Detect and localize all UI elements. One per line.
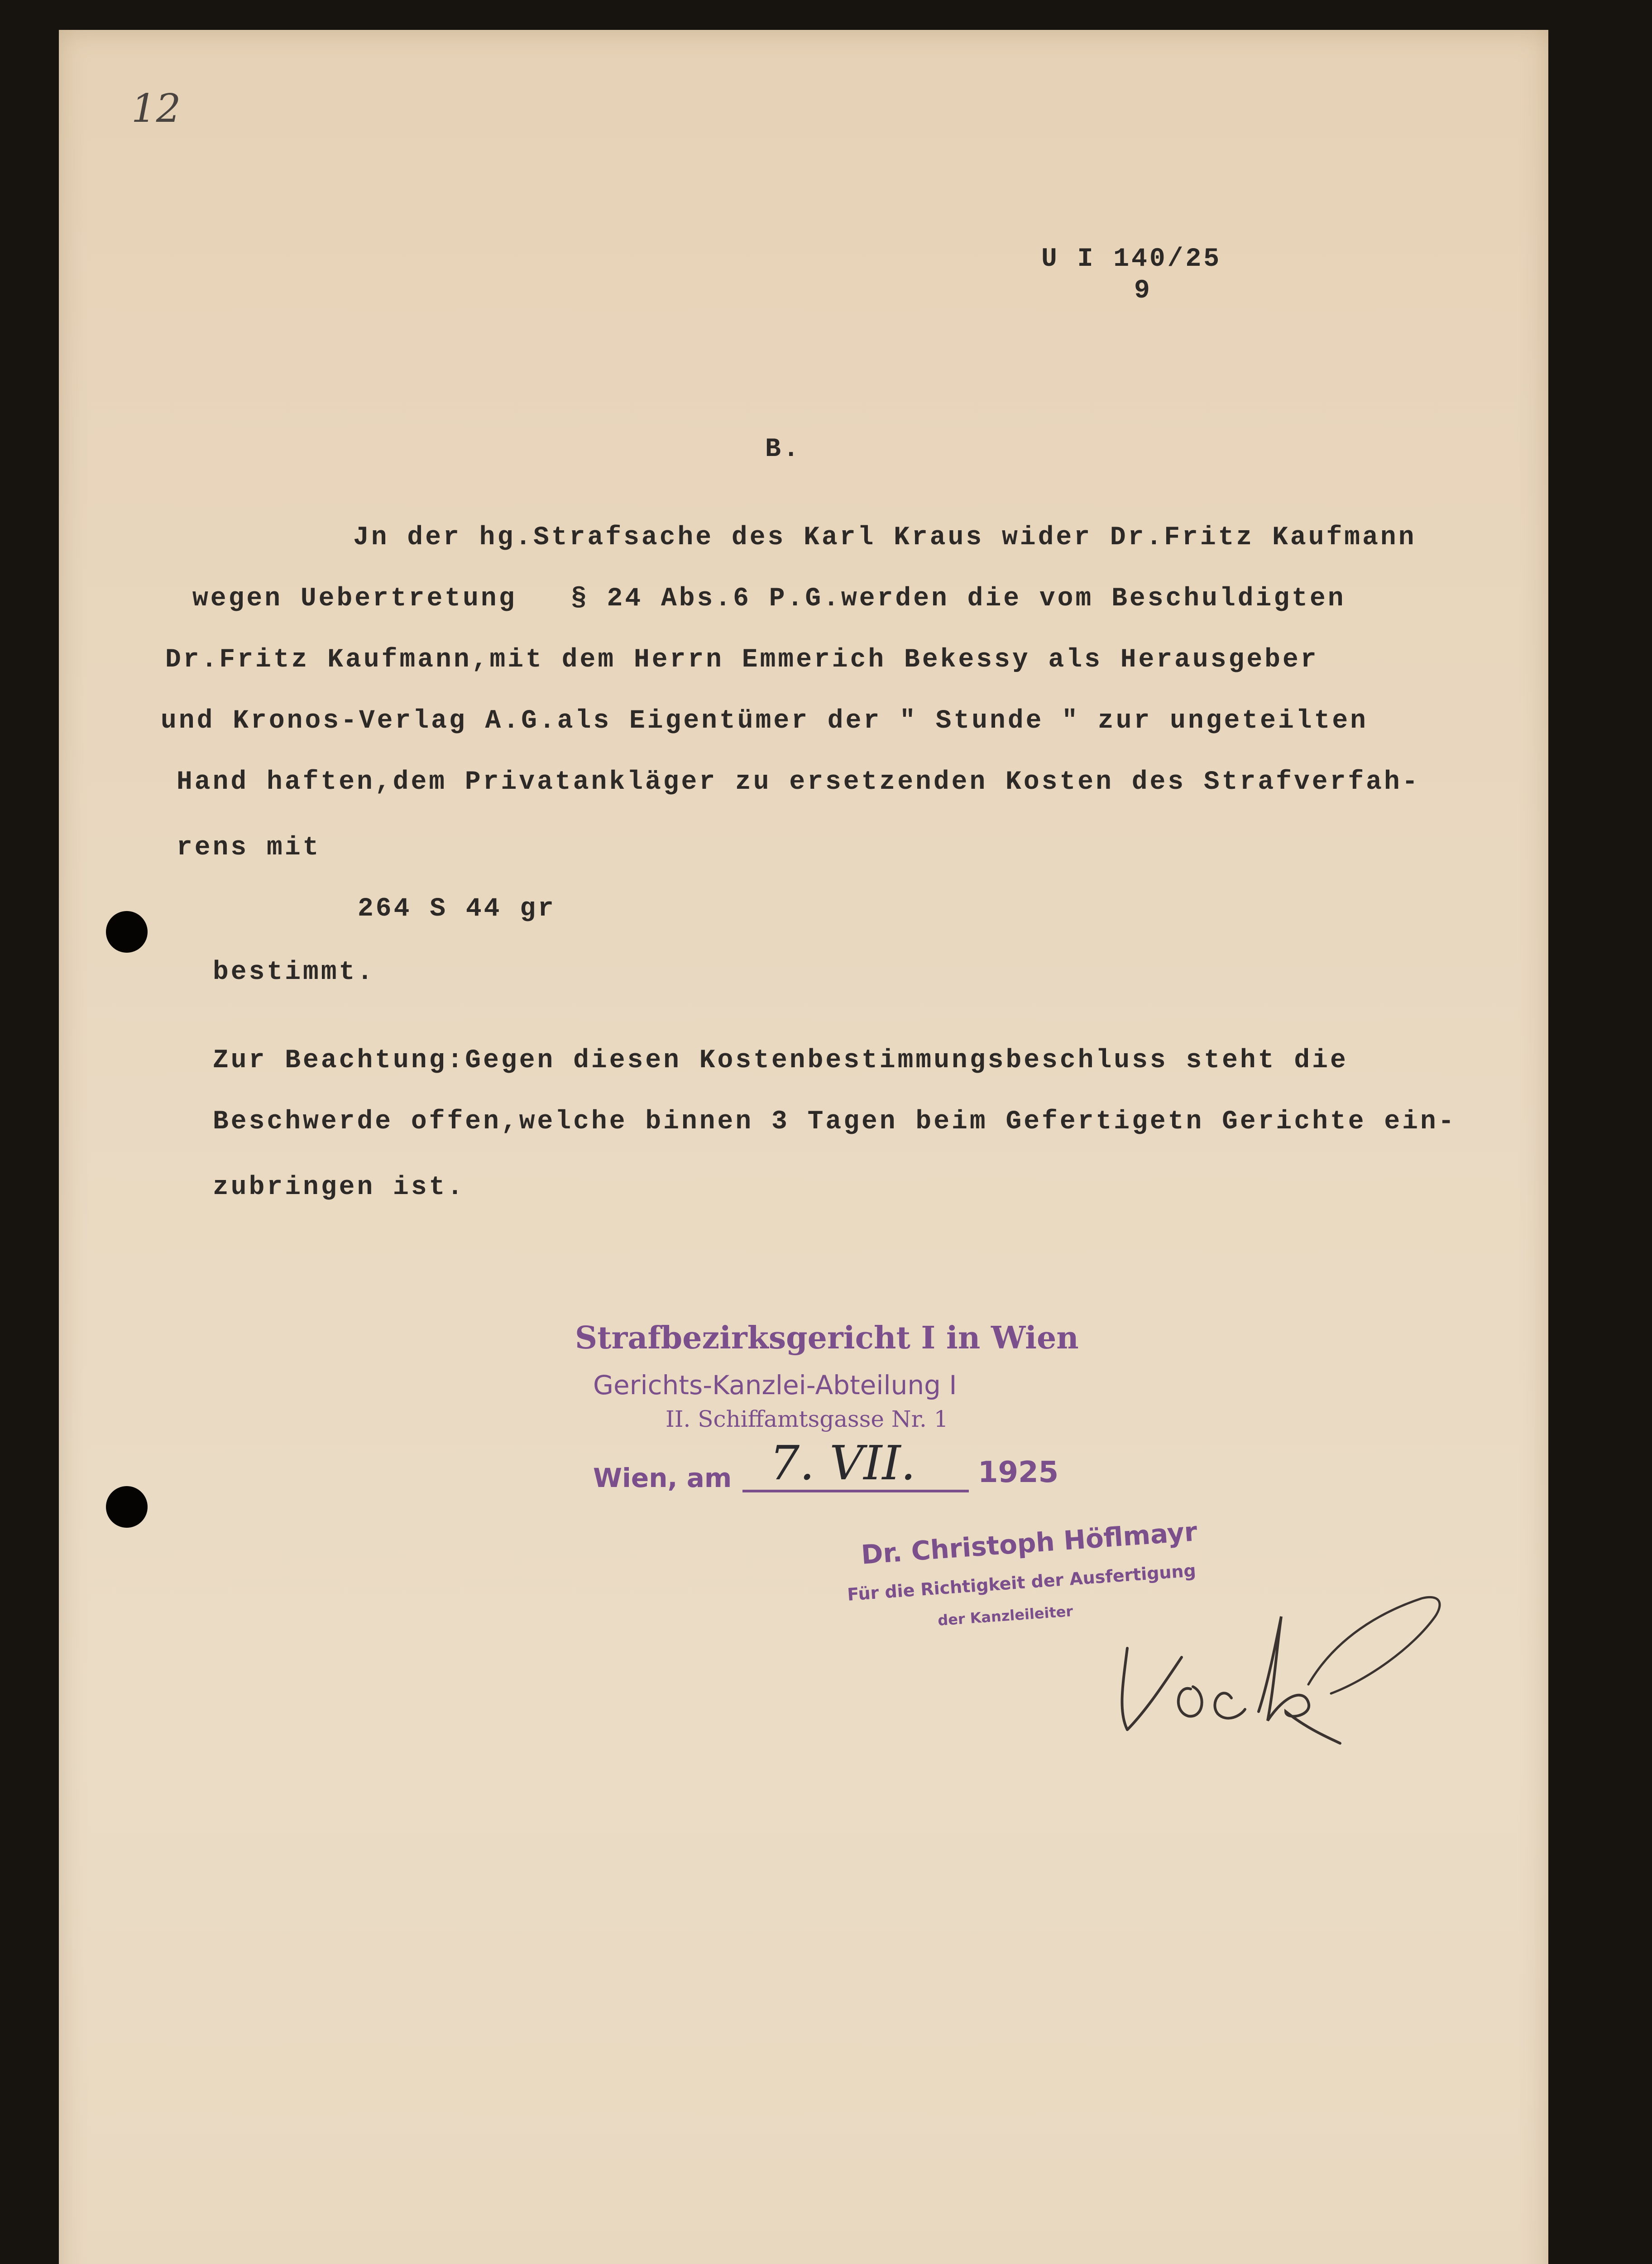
court-stamp-date-prefix: Wien, am	[593, 1463, 732, 1493]
document-heading: B.	[765, 435, 801, 464]
file-reference-sub: 9	[1134, 276, 1152, 306]
court-stamp-address: II. Schiffamtsgasse Nr. 1	[666, 1406, 948, 1432]
determined-text: bestimmt.	[213, 958, 375, 987]
official-stamp-line3: der Kanzleileiter	[937, 1602, 1074, 1629]
body-line-5: Hand haften,dem Privatankläger zu ersetzenden Kosten des Strafverfah-	[177, 767, 1420, 797]
body-line-1: Jn der hg.Strafsache des Karl Kraus wider Dr.Fritz Kaufmann	[353, 523, 1417, 552]
punch-hole-bottom	[106, 1486, 148, 1528]
punch-hole-top	[106, 911, 148, 953]
official-stamp-line2: Für die Richtigkeit der Ausfertigung	[847, 1560, 1197, 1605]
notice-line-3: zubringen ist.	[213, 1173, 465, 1202]
notice-line-2: Beschwerde offen,welche binnen 3 Tagen beim Gefertigetn Gerichte ein-	[213, 1107, 1456, 1137]
body-line-4: und Kronos-Verlag A.G.als Eigentümer der " Stunde " zur ungeteilten	[161, 706, 1368, 736]
body-line-6: rens mit	[177, 833, 321, 863]
court-stamp-office: Gerichts-Kanzlei-Abteilung I	[593, 1370, 957, 1401]
court-stamp-name: Strafbezirksgericht I in Wien	[575, 1320, 1079, 1356]
document-page	[59, 30, 1548, 2264]
cost-amount: 264 S 44 gr	[358, 894, 556, 924]
page-number: 12	[131, 86, 181, 131]
notice-line-1: Zur Beachtung:Gegen diesen Kostenbestimmungsbeschluss steht die	[213, 1046, 1348, 1075]
body-line-3: Dr.Fritz Kaufmann,mit dem Herrn Emmerich Bekessy als Herausgeber	[165, 645, 1319, 675]
body-line-2: wegen Uebertretung § 24 Abs.6 P.G.werden die vom Beschuldigten	[192, 584, 1346, 614]
file-reference-number: U I 140/25	[1041, 245, 1222, 274]
court-stamp-date-handwritten: 7. VII.	[770, 1435, 916, 1491]
court-stamp-year: 1925	[978, 1456, 1059, 1489]
signature	[1096, 1549, 1449, 1757]
official-stamp-name: Dr. Christoph Höflmayr	[860, 1516, 1198, 1570]
